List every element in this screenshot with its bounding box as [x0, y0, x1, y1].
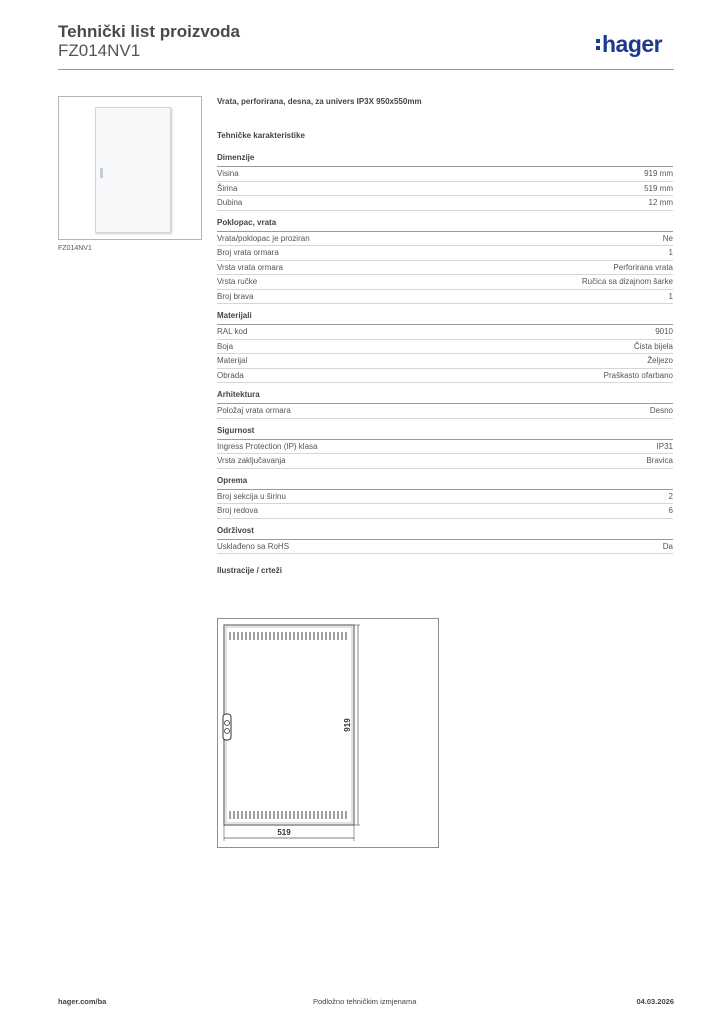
spec-value: Desno	[649, 406, 673, 415]
spec-value: Perforirana vrata	[613, 262, 673, 272]
spec-row	[217, 454, 673, 469]
section-title: Arhitektura	[217, 390, 673, 404]
height-label: 919	[343, 718, 352, 732]
section-title: Sigurnost	[217, 426, 673, 440]
spec-value: Bravica	[646, 456, 673, 465]
spec-value: Ne	[662, 233, 673, 243]
spec-section	[217, 390, 673, 419]
section-title: Dimenzije	[217, 153, 673, 167]
spec-section	[217, 311, 673, 383]
spec-label: Ingress Protection (IP) klasa	[217, 441, 318, 451]
spec-section	[217, 526, 673, 555]
spec-value: 12 mm	[648, 198, 673, 207]
header-divider	[58, 69, 674, 70]
page-title: Tehnički list proizvoda	[58, 22, 240, 41]
illustrations-heading: Ilustracije / crteži	[217, 566, 282, 575]
spec-sections	[217, 153, 673, 554]
spec-section	[217, 476, 673, 519]
spec-label: RAL kod	[217, 327, 248, 336]
spec-section	[217, 153, 673, 211]
spec-value: 6	[668, 506, 673, 515]
spec-row	[217, 232, 673, 247]
spec-label: Broj sekcija u širinu	[217, 491, 286, 501]
product-code: FZ014NV1	[58, 41, 141, 60]
spec-value: Praškasto ofarbano	[603, 370, 673, 380]
spec-row	[217, 354, 673, 369]
footer-website[interactable]: hager.com/ba	[58, 997, 107, 1006]
section-title: Poklopac, vrata	[217, 218, 673, 232]
spec-row	[217, 182, 673, 197]
spec-label: Materijal	[217, 356, 248, 365]
spec-label: Broj redova	[217, 506, 258, 515]
spec-row	[217, 196, 673, 211]
product-description: Vrata, perforirana, desna, za univers IP3X 950x550mm	[217, 97, 422, 106]
footer-date: 04.03.2026	[636, 997, 674, 1006]
spec-value: IP31	[656, 441, 673, 451]
door-outline	[224, 625, 354, 825]
spec-row	[217, 290, 673, 305]
spec-label: Širina	[217, 183, 238, 193]
spec-value: Ručica sa dizajnom šarke	[581, 277, 673, 286]
spec-label: Obrada	[217, 370, 244, 380]
spec-row	[217, 440, 673, 455]
spec-row	[217, 504, 673, 519]
spec-label: Vrsta zaključavanja	[217, 456, 286, 465]
spec-column	[217, 97, 673, 582]
spec-row	[217, 369, 673, 384]
spec-label: Položaj vrata ormara	[217, 406, 291, 415]
spec-label: Visina	[217, 169, 239, 178]
thumbnail-caption: FZ014NV1	[58, 245, 92, 252]
spec-label: Usklađeno sa RoHS	[217, 541, 290, 551]
footer-note: Podložno tehničkim izmjenama	[313, 997, 417, 1006]
spec-label: Broj vrata ormara	[217, 248, 279, 257]
spec-value: 919 mm	[644, 169, 673, 178]
drawing-svg	[218, 619, 438, 847]
hager-logo	[596, 30, 676, 58]
spec-value: 1	[668, 248, 673, 257]
section-title: Materijali	[217, 311, 673, 325]
section-title: Oprema	[217, 476, 673, 490]
lock-icon	[223, 714, 231, 740]
bottom-perforation	[230, 811, 346, 819]
technical-drawing	[217, 618, 439, 848]
door-inner-outline	[226, 627, 352, 823]
spec-row	[217, 167, 673, 182]
logo-text: hager	[602, 30, 663, 57]
section-title: Održivost	[217, 526, 673, 540]
spec-label: Broj brava	[217, 291, 254, 301]
top-perforation	[230, 632, 346, 640]
spec-value: Željezo	[647, 356, 673, 365]
tech-heading: Tehničke karakteristike	[217, 131, 305, 140]
spec-value: 2	[668, 491, 673, 501]
spec-row	[217, 246, 673, 261]
spec-row	[217, 540, 673, 555]
width-label: 519	[277, 828, 291, 837]
logo-mark-icon	[596, 39, 600, 50]
product-thumbnail	[58, 96, 202, 240]
spec-row	[217, 490, 673, 505]
spec-row	[217, 275, 673, 290]
spec-section	[217, 218, 673, 305]
spec-row	[217, 261, 673, 276]
spec-value: 519 mm	[644, 183, 673, 193]
spec-row	[217, 404, 673, 419]
spec-label: Vrsta ručke	[217, 277, 258, 286]
door-handle-icon	[100, 168, 103, 178]
door-image	[95, 107, 171, 233]
spec-row	[217, 325, 673, 340]
spec-value: Da	[662, 541, 673, 551]
spec-value: 1	[668, 291, 673, 301]
spec-label: Dubina	[217, 198, 243, 207]
spec-row	[217, 340, 673, 355]
spec-label: Vrata/poklopac je proziran	[217, 233, 310, 243]
spec-label: Boja	[217, 341, 234, 351]
spec-value: Čista bijela	[633, 341, 673, 351]
spec-section	[217, 426, 673, 469]
spec-value: 9010	[655, 327, 673, 336]
spec-label: Vrsta vrata ormara	[217, 262, 283, 272]
